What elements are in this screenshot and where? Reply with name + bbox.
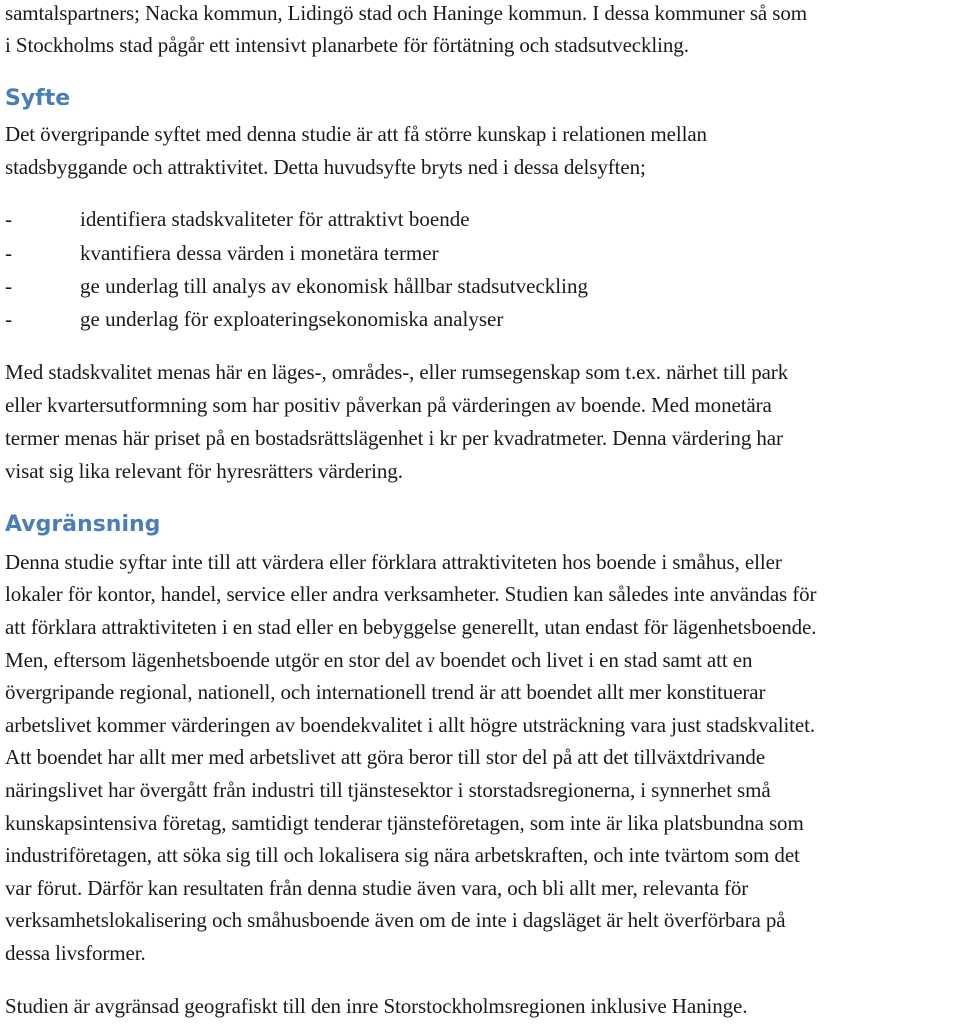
avgransning-line: kunskapsintensiva företag, samtidigt tenderar tjänsteföretagen, som inte är lika platsbundna som	[5, 811, 804, 835]
avgransning-line: Men, eftersom lägenhetsboende utgör en stor del av boendet och livet i en stad samt att en	[5, 648, 753, 672]
syfte-paragraph-line: Med stadskvalitet menas här en läges-, områdes-, eller rumsegenskap som t.ex. närhet till park	[5, 360, 789, 384]
avgransning-line: Denna studie syftar inte till att värdera eller förklara attraktiviteten hos boende i småhus, eller	[5, 550, 782, 574]
list-dash: -	[5, 274, 12, 298]
list-item-text: kvantifiera dessa värden i monetära termer	[80, 241, 439, 265]
syfte-paragraph-line: eller kvartersutformning som har positiv påverkan på värderingen av boende. Med monetära	[5, 393, 772, 417]
avgransning-closing: Studien är avgränsad geografiskt till den inre Storstockholmsregionen inklusive Haninge.	[5, 994, 748, 1018]
avgransning-line: industriföretagen, att söka sig till och lokalisera sig nära arbetskraften, och inte tvärtom som det	[5, 843, 800, 867]
list-dash: -	[5, 307, 12, 331]
list-item-text: ge underlag för exploateringsekonomiska analyser	[80, 307, 504, 331]
avgransning-line: lokaler för kontor, handel, service eller andra verksamheter. Studien kan således inte användas för	[5, 582, 817, 606]
avgransning-line: näringslivet har övergått från industri till tjänstesektor i storstadsregionerna, i synnerhet små	[5, 778, 771, 802]
avgransning-line: övergripande regional, nationell, och internationell trend är att boendet allt mer konstituerar	[5, 680, 766, 704]
section-heading-syfte: Syfte	[5, 86, 71, 111]
list-dash: -	[5, 207, 12, 231]
syfte-paragraph-line: visat sig lika relevant för hyresrätters värdering.	[5, 459, 403, 483]
avgransning-line: Att boendet har allt mer med arbetslivet att göra beror till stor del på att det tillväxtdrivande	[5, 745, 766, 769]
syfte-line: stadsbyggande och attraktivitet. Detta huvudsyfte bryts ned i dessa delsyften;	[5, 155, 646, 179]
syfte-line: Det övergripande syftet med denna studie är att få större kunskap i relationen mellan	[5, 122, 707, 146]
avgransning-line: dessa livsformer.	[5, 941, 146, 965]
syfte-paragraph-line: termer menas här priset på en bostadsrättslägenhet i kr per kvadratmeter. Denna värdering har	[5, 426, 783, 450]
list-item-text: ge underlag till analys av ekonomisk hållbar stadsutveckling	[80, 274, 588, 298]
section-heading-avgransning: Avgränsning	[5, 512, 161, 537]
list-item-text: identifiera stadskvaliteter för attraktivt boende	[80, 207, 470, 231]
avgransning-line: verksamhetslokalisering och småhusboende även om de inte i dagsläget är helt överförbara på	[5, 908, 786, 932]
avgransning-line: var förut. Därför kan resultaten från denna studie även vara, och bli allt mer, relevanta för	[5, 876, 749, 900]
list-dash: -	[5, 241, 12, 265]
intro-line: i Stockholms stad pågår ett intensivt planarbete för förtätning och stadsutveckling.	[5, 33, 689, 57]
intro-line: samtalspartners; Nacka kommun, Lidingö stad och Haninge kommun. I dessa kommuner så som	[5, 1, 807, 25]
avgransning-line: att förklara attraktiviteten i en stad eller en bebyggelse generellt, utan endast för lägenhetsboende.	[5, 615, 817, 639]
avgransning-line: arbetslivet kommer värderingen av boendekvalitet i allt högre utsträckning vara just stadskvalitet.	[5, 713, 816, 737]
